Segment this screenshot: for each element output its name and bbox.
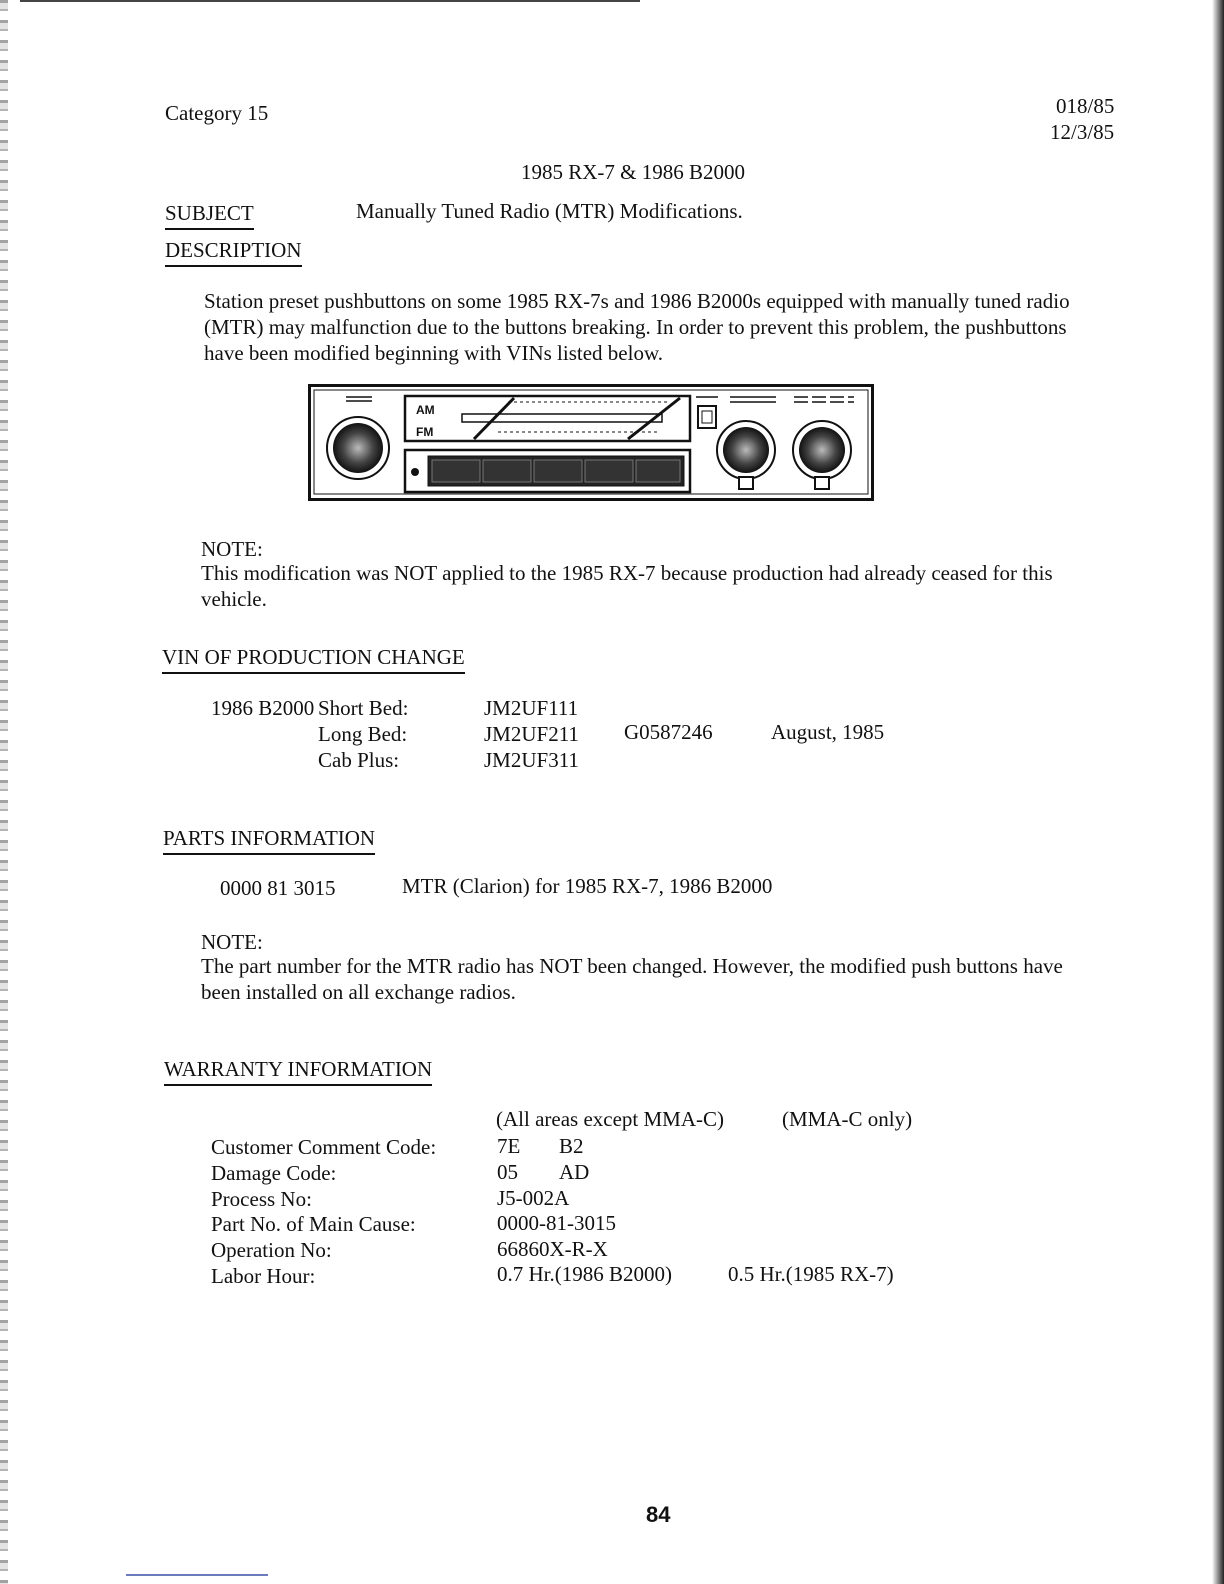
warranty-row-label: Damage Code: bbox=[211, 1161, 337, 1185]
tone-knob bbox=[799, 427, 845, 473]
parts-section-title: PARTS INFORMATION bbox=[163, 826, 375, 855]
scan-top-line bbox=[20, 0, 640, 2]
bulletin-number: 018/85 bbox=[1056, 94, 1115, 118]
preset-button-2 bbox=[483, 460, 531, 482]
warranty-row-value-2: AD bbox=[559, 1160, 590, 1184]
vin-prefix-short: JM2UF111 bbox=[484, 696, 579, 720]
vin-prefix-long: JM2UF211 bbox=[484, 722, 579, 746]
subject-label: SUBJECT bbox=[165, 201, 254, 230]
warranty-row-label: Operation No: bbox=[211, 1238, 332, 1262]
warranty-row-value: 7E bbox=[497, 1134, 521, 1158]
warranty-row-value: 0000-81-3015 bbox=[497, 1211, 616, 1235]
models-heading: 1985 RX-7 & 1986 B2000 bbox=[521, 160, 746, 184]
scan-bottom-line bbox=[126, 1574, 268, 1576]
warranty-col-all: (All areas except MMA-C) bbox=[496, 1107, 725, 1131]
warranty-row-value: J5-002A bbox=[497, 1186, 570, 1210]
preset-button-4 bbox=[585, 460, 633, 482]
warranty-col-mmac: (MMA-C only) bbox=[782, 1107, 913, 1131]
vin-bed-long: Long Bed: bbox=[318, 722, 408, 746]
vin-model: 1986 B2000 bbox=[211, 696, 315, 720]
vin-section-title: VIN OF PRODUCTION CHANGE bbox=[162, 645, 465, 674]
tuning-knob bbox=[723, 427, 769, 473]
warranty-row-value-2: B2 bbox=[559, 1134, 584, 1158]
warranty-row-value: 66860X-R-X bbox=[497, 1237, 608, 1261]
preset-button-3 bbox=[534, 460, 582, 482]
scan-right-edge bbox=[1212, 0, 1224, 1584]
description-text: Station preset pushbuttons on some 1985 RX-7s and 1986 B2000s equipped with manually tuned radio (MTR) may malfunction due to the buttons breaking. In order to prevent this problem, the pushbuttons have been modified beginning with VINs listed below. bbox=[204, 289, 1070, 365]
note2-text: The part number for the MTR radio has NOT been changed. However, the modified push buttons have been installed on all exchange radios. bbox=[201, 954, 1063, 1004]
note1-text: This modification was NOT applied to the 1985 RX-7 because production had already ceased for this vehicle. bbox=[201, 561, 1053, 611]
radio-illustration bbox=[308, 384, 874, 502]
parts-number: 0000 81 3015 bbox=[220, 876, 336, 900]
parts-description: MTR (Clarion) for 1985 RX-7, 1986 B2000 bbox=[402, 874, 773, 898]
warranty-row-label: Customer Comment Code: bbox=[211, 1135, 437, 1159]
vin-date: August, 1985 bbox=[771, 720, 885, 744]
warranty-row-label: Labor Hour: bbox=[211, 1264, 316, 1288]
note1-label: NOTE: bbox=[201, 537, 263, 561]
volume-knob bbox=[333, 423, 383, 473]
description-label: DESCRIPTION bbox=[165, 238, 302, 267]
warranty-row-value: 05 bbox=[497, 1160, 518, 1184]
warranty-row-value-2: 0.5 Hr.(1985 RX-7) bbox=[728, 1262, 894, 1286]
vin-bed-short: Short Bed: bbox=[318, 696, 409, 720]
vin-serial: G0587246 bbox=[624, 720, 713, 744]
preset-button-5 bbox=[636, 460, 680, 482]
warranty-row-value: 0.7 Hr.(1986 B2000) bbox=[497, 1262, 672, 1286]
am-label: AM bbox=[416, 403, 435, 417]
bulletin-date: 12/3/85 bbox=[1050, 120, 1115, 144]
scan-left-edge bbox=[0, 0, 8, 1584]
preset-button-1 bbox=[432, 460, 480, 482]
subject-text: Manually Tuned Radio (MTR) Modifications. bbox=[356, 199, 743, 223]
warranty-section-title: WARRANTY INFORMATION bbox=[164, 1057, 432, 1086]
vin-prefix-cab: JM2UF311 bbox=[484, 748, 579, 772]
fm-label: FM bbox=[416, 425, 434, 439]
vin-bed-cab: Cab Plus: bbox=[318, 748, 400, 772]
category-label: Category 15 bbox=[165, 101, 269, 125]
radio-drawing bbox=[308, 384, 874, 502]
page-number: 84 bbox=[646, 1502, 671, 1527]
note2-label: NOTE: bbox=[201, 930, 263, 954]
warranty-row-label: Part No. of Main Cause: bbox=[211, 1212, 416, 1236]
warranty-row-label: Process No: bbox=[211, 1187, 312, 1211]
